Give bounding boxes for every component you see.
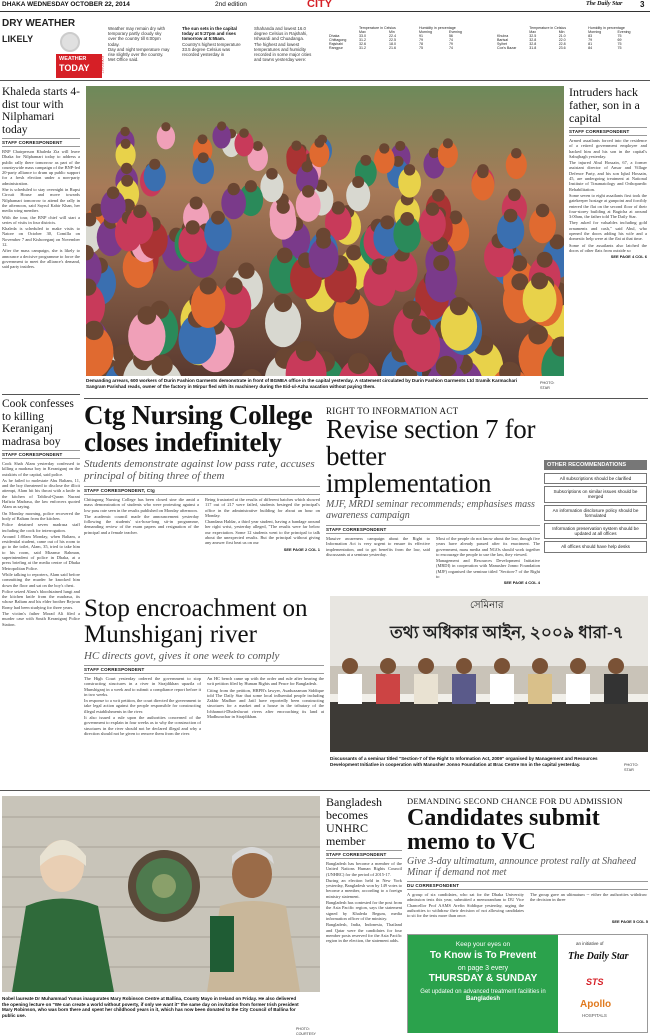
crowd-head xyxy=(372,258,388,274)
crowd-head xyxy=(302,185,314,197)
th-max: Max xyxy=(359,30,366,34)
crowd-head xyxy=(198,134,208,144)
crowd-head xyxy=(137,306,156,325)
crowd-head xyxy=(149,159,160,170)
ad-line5-text: Get updated on advanced treatment facilities in xyxy=(420,989,546,995)
ad-brand-dailystar: The Daily Star xyxy=(568,951,629,962)
weather-cell: 32.8 xyxy=(529,38,537,42)
paragraph: During an election held in New York yesterday, Bangladesh won by 149 votes to become a member, according to a foreign ministry statement. xyxy=(326,877,402,899)
cook-article xyxy=(2,398,80,628)
weather-cell: 31.8 xyxy=(529,46,537,50)
recommendation-item: An information disclosure policy should be formulated xyxy=(544,505,647,521)
ad-line5 xyxy=(408,989,558,1003)
crowd-head xyxy=(443,138,453,148)
crowd-head xyxy=(277,201,290,214)
munshiganj-byline: STAFF CORRESPONDENT xyxy=(84,665,324,674)
du-subhead: Give 3-day ultimatum, announce protest rally at Shaheed Minar if demand not met xyxy=(407,856,637,878)
khaleda-headline: Khaleda starts 4-dist tour with Nilphamari today xyxy=(2,86,80,136)
th-hum: Humidity in percentage xyxy=(418,26,456,30)
rti-article xyxy=(326,406,540,585)
panelist-figure xyxy=(566,674,590,704)
weather-cell: 84 xyxy=(588,46,593,50)
crowd-head xyxy=(107,186,120,199)
crowd-head xyxy=(433,255,449,271)
th-max-r: Max xyxy=(529,30,537,34)
ad-line1: Keep your eyes on xyxy=(455,941,511,948)
crowd-head xyxy=(120,127,129,136)
weather-cell: Barisal xyxy=(497,38,508,42)
weather-text2: Day and night temperature may rise slightly over the country. Met Office said. xyxy=(108,46,170,63)
crowd-head xyxy=(133,205,146,218)
panelist-figure xyxy=(376,674,400,704)
du-headline: Candidates submit memo to VC xyxy=(407,805,600,855)
weather-left-table xyxy=(328,26,478,50)
rti-byline: STAFF CORRESPONDENT xyxy=(326,525,540,534)
du-see-page: SEE PAGE 5 COL 5 xyxy=(611,919,648,925)
weather-cell: 79 xyxy=(588,38,593,42)
weather-cell: Rangpur xyxy=(329,46,343,50)
paragraph: Some seven to eight assailants first took the gatekeeper hostage at gunpoint and forcibly entered the flat on the second floor of their four-storey building at Bagicha at around 3:00am, the father told The Daily Star. xyxy=(569,192,647,220)
weather-cell: 81 xyxy=(588,42,593,46)
ctg-see-page: SEE PAGE 2 COL 1 xyxy=(283,546,320,552)
weather-badge-side: FORECAST xyxy=(100,56,104,74)
crowd-head xyxy=(121,163,132,174)
paragraph: It also issued a rule upon the authorities concerned of the government to explain in four weeks as to why the construction of structures in the river should not be declared illegal and why a direction should not be given to remove them from the river. xyxy=(84,715,201,736)
crowd-head xyxy=(253,141,263,151)
weather-cell: 22.4 xyxy=(388,34,396,38)
yunus-photo-image xyxy=(2,796,320,992)
ctg-subhead: Students demonstrate against low pass rate, accuses principal of biting three of them xyxy=(84,458,315,482)
divider-left-1 xyxy=(2,394,80,395)
crowd-head xyxy=(198,152,209,163)
rti-kicker: RIGHT TO INFORMATION ACT xyxy=(326,406,459,416)
khaleda-body xyxy=(2,149,80,270)
weather-cell: 91 xyxy=(418,34,423,38)
weather-text-2 xyxy=(182,26,244,57)
crowd-head xyxy=(121,139,131,149)
ctg-article xyxy=(84,402,320,552)
crowd-head xyxy=(528,325,548,345)
ctg-headline: Ctg Nursing College closes indefinitely xyxy=(84,400,313,457)
rti-see-page: SEE PAGE 4 COL 4 xyxy=(503,580,540,586)
protest-photo-image xyxy=(86,86,564,376)
munshiganj-subhead: HC directs govt, gives it one week to comply xyxy=(84,650,280,662)
weather-cell: 31.2 xyxy=(359,46,366,50)
crowd-head xyxy=(161,122,170,131)
paragraph: Bangladesh has contested for the post from the Asia Pacific region, says the statement signed by Khaleda Begum, media information officer of the ministry. xyxy=(326,900,402,921)
weather-cell: 23.6 xyxy=(558,46,566,50)
crowd-head xyxy=(314,138,324,148)
paragraph: As he failed to molestate Abu Baltam, 11, and the boy threatened to disclose the illicit attempt, Alam hit his throat with a knife in the kitchen of Tablirul-Quran Nurani Hafizia Madrasa, the law enforcers quoted Alam as saying. xyxy=(2,477,80,510)
paper-name: The Daily Star xyxy=(586,1,623,7)
weather-cell: 74 xyxy=(448,38,453,42)
crowd-head xyxy=(537,252,553,268)
weather-box xyxy=(2,18,648,78)
paragraph: The academic council made the announcement yesterday following the students' six-hour-long sit-in programme, demanding review of the exam papers and resignation of the principal and a female teacher. xyxy=(84,513,199,535)
weather-cell: Cox's Bazar xyxy=(497,46,517,50)
weather-cell: 32.6 xyxy=(359,42,366,46)
weather-table-right xyxy=(496,26,646,50)
paragraph: They asked for valuables including gold ornaments and cash," said Abul, who opened the doors adding his wife and a domestic help were at the flat at that time. xyxy=(569,220,647,242)
paragraph: Chandana Haldar, a third year student, having a bandage around her right wrist, yesterday alleged, "The results were far below our expectation. Some 12 students went to the principal to talk about the unexpected results. But the principal without giving any answer first beat us on our xyxy=(205,519,320,546)
weather-text3: Country's highest temperature 33.5 degree Celsius was recorded yesterday in xyxy=(182,41,241,58)
weather-cell: 79 xyxy=(418,38,423,42)
paragraph: Cook Shah Alam yesterday confessed to killing a madrasa boy in Keraniganj on the outskirts of the capital, said police. xyxy=(2,461,80,477)
crowd-head xyxy=(274,294,292,312)
yunus-credit: PHOTO: COURTESY xyxy=(296,1027,316,1035)
weather-cell: Rajshahi xyxy=(329,42,343,46)
crowd-head xyxy=(227,183,239,195)
paragraph: Armed assailants forced into the residence of a retired government employee and hacked him and his son in the capital's Sabujbagh yesterday. xyxy=(569,138,647,159)
crowd-head xyxy=(332,201,345,214)
paragraph: Police seized Alam's bloodstained lungi and the kitchen knife from the madrasa, its whose Baltam and his elder brother Rejwan Romy had been studying for three years. xyxy=(2,588,80,610)
intruders-body xyxy=(569,138,647,253)
recommendation-item: Subscriptions on similar issues should be merged xyxy=(544,486,647,502)
weather-row xyxy=(328,46,478,50)
paragraph: Around 1:00am Monday, when Baltam, a residential student, came out of his room to go to the toilet, Alam, 35, tried to take him to his room, said Mizanur Rahman, superintendent of police in Dhaka, at a press briefing at the media centre of Dhaka Metropolitan Police. xyxy=(2,533,80,571)
panelist-figure xyxy=(528,674,552,704)
weather-table-left xyxy=(328,26,478,50)
weather-right-table xyxy=(496,26,646,50)
unhrc-body xyxy=(326,861,402,943)
crowd-head xyxy=(531,272,548,289)
weather-cell: 69 xyxy=(617,38,622,42)
weather-sun-icon xyxy=(60,32,80,52)
paragraph: In response to a writ petition, the court directed the government to take legal action against the people responsible for constructing illegal establishments in the river. xyxy=(84,698,201,714)
ad-line2: To Know is To Prevent xyxy=(429,950,537,961)
rti-headline: Revise section 7 for better implementation xyxy=(326,414,536,498)
paragraph: BNP Chairperson Khaleda Zia will leave Dhaka for Nilphamari today to address a public rally there tomorrow as part of the countrywide mass campaign of the BNP-led 20-party alliance to drum up public support for a fresh election under a non-party administration. xyxy=(2,149,80,186)
weather-cell: 33.0 xyxy=(359,34,366,38)
crowd-head xyxy=(211,211,225,225)
protest-credit: PHOTO: STAR xyxy=(540,381,555,391)
weather-cell: 78 xyxy=(418,42,423,46)
paragraph: Police detained seven madrasa staff including the cook for interrogation. xyxy=(2,522,80,533)
crowd-head xyxy=(477,167,489,179)
intruders-headline: Intruders hack father, son in a capital xyxy=(569,85,640,125)
crowd-head xyxy=(239,128,249,138)
intruders-article xyxy=(569,86,647,259)
weather-cell: 74 xyxy=(448,46,453,50)
panelist-head xyxy=(608,658,624,674)
weather-text5: The highest and lowest temperatures and humidity recorded in some major cities and towns yesterday were: xyxy=(254,41,312,63)
crowd-head xyxy=(291,141,301,151)
health-ad xyxy=(407,934,648,1033)
th-evening-r: Evening xyxy=(617,30,631,34)
ad-brand-apollo-sub: HOSPITALS xyxy=(582,1013,607,1018)
weather-cell: 21.6 xyxy=(388,46,396,50)
protest-caption xyxy=(86,378,536,389)
crowd-head xyxy=(296,341,316,361)
paragraph: The High Court yesterday ordered the government to stop constructing structures in a river in Sirajdikhan upazila of Munshiganj in a week and to submit a compliance report before it in two weeks. xyxy=(84,676,201,697)
paragraph: Khaleda is scheduled to make visits to Natore on October 30, Comilla on November 7 and Kishoreganj on November 12. xyxy=(2,226,80,248)
weather-cell: 21.0 xyxy=(558,34,566,38)
ad-line4: THURSDAY & SUNDAY xyxy=(428,973,538,984)
crowd-head xyxy=(536,204,549,217)
crowd-head xyxy=(346,245,362,261)
yunus-photo xyxy=(2,796,320,992)
crowd-head xyxy=(360,155,371,166)
weather-cell: Chittagong xyxy=(329,38,347,42)
weather-cell: 22.8 xyxy=(558,42,566,46)
du-body-col-2 xyxy=(530,892,647,919)
weather-cell: 32.8 xyxy=(529,42,537,46)
du-article xyxy=(407,796,648,924)
panelist-head xyxy=(418,658,434,674)
panelist-figure xyxy=(604,674,628,704)
crowd-head xyxy=(432,189,445,202)
crowd-head xyxy=(316,234,331,249)
crowd-head xyxy=(121,175,133,187)
weather-badge-bottom: TODAY xyxy=(59,63,90,73)
th-temp-r: Temperature in Celsius xyxy=(529,26,567,30)
divider-weather xyxy=(0,80,650,81)
paragraph: Bangladesh has become a member of the United Nations Human Rights Council (UNHRC) for the period of 2015-17. xyxy=(326,861,402,877)
unhrc-headline: Bangladesh becomes UNHRC member xyxy=(326,795,382,848)
paragraph: She is scheduled to stay overnight in Rupsi Circuit House and move towards Nilphamari tomorrow to attend the rally in the afternoon, said Sayrul Kabir Khan, her media wing member. xyxy=(2,187,80,214)
paragraph: Chittagong Nursing College has been closed sine die amid a mass demonstration of students who were protesting against a low pass rate seen in the results published on Monday afternoon. xyxy=(84,497,199,513)
ad-line6: Bangladesh xyxy=(465,996,500,1002)
th-morning: Morning xyxy=(418,30,432,34)
edition-label: 2nd edition xyxy=(215,1,247,8)
rti-body-col-1 xyxy=(326,536,430,580)
khaleda-article xyxy=(2,86,80,271)
crowd-head xyxy=(225,277,242,294)
du-body-col-1 xyxy=(407,892,524,919)
paragraph: An HC bench came up with the order and rule after hearing the writ petition filed by Human Rights and Peace for Bangladesh. xyxy=(207,676,324,687)
crowd-head xyxy=(426,203,439,216)
paragraph: The group gave an ultimatum -- either the authorities withdraw the decision in three xyxy=(530,892,647,903)
weather-cell: 18.0 xyxy=(388,42,396,46)
weather-title: DRY WEATHER xyxy=(2,18,76,29)
paragraph: Some of the assailants also latched the doors of other flats from outside so xyxy=(569,242,647,253)
weather-cell: 75 xyxy=(418,46,423,50)
crowd-head xyxy=(508,188,521,201)
weather-cell: 22.0 xyxy=(558,38,566,42)
section-label: CITY xyxy=(307,0,333,10)
crowd-head xyxy=(395,141,405,151)
du-kicker: DEMANDING SECOND CHANCE FOR DU ADMISSION xyxy=(407,796,623,806)
weather-subtitle: LIKELY xyxy=(2,34,34,44)
yunus-caption xyxy=(2,996,302,1018)
th-min-r: Min xyxy=(558,30,565,34)
paragraph: The injured Abul Hossain, 67, a former assistant director of Ansar and Village Defence Party, and his son Iqbal Hossain, 45, are undergoing treatment at National Institute of Traumatology and Orthopaedic Rehabilitation. xyxy=(569,160,647,192)
th-morning-r: Morning xyxy=(588,30,602,34)
paragraph: Bangladesh, India, Indonesia, Thailand and Qatar were the candidates for four member posts reserved for the Asia Pacific region in the election, the statement adds. xyxy=(326,922,402,944)
paragraph: With the tour, the BNP chief will start a series of visits in four districts. xyxy=(2,214,80,225)
panelist-figure xyxy=(452,674,476,704)
du-byline: DU CORRESPONDENT xyxy=(407,881,648,890)
th-evening: Evening xyxy=(448,30,462,34)
weather-cell: Sylhet xyxy=(497,42,507,46)
dateline: DHAKA WEDNESDAY OCTOBER 22, 2014 xyxy=(2,1,130,8)
ctg-body-col-2 xyxy=(205,497,320,547)
panelist-head xyxy=(456,658,472,674)
paragraph: Being frustrated at the results of different batches which showed 117 out of 217 were failed, students besieged the principal's office in the administrative building for about an hour on Monday. xyxy=(205,497,320,518)
intruders-see-page: SEE PAGE 4 COL 6 xyxy=(610,254,647,260)
crowd-head xyxy=(404,164,415,175)
protest-photo xyxy=(86,86,564,376)
panelist-figure xyxy=(490,674,514,704)
crowd-head xyxy=(450,297,468,315)
munshiganj-body-col-2 xyxy=(207,676,324,737)
weather-cell: 31.2 xyxy=(359,38,366,42)
masthead xyxy=(0,0,650,12)
khaleda-byline: STAFF CORRESPONDENT xyxy=(2,138,80,147)
weather-text-1 xyxy=(108,26,170,62)
paragraph: A group of six candidates, who sat for the Dhaka University admission tests this year, submitted a memorandum to DU Vice Chancellor Prof AAMS Arefin Siddique yesterday, urging the authorities to withdraw their decision of not allowing candidates to sit for the tests more than once. xyxy=(407,892,524,919)
panelist-figure xyxy=(414,674,438,704)
cook-headline: Cook confesses to killing Keraniganj madrasa boy xyxy=(2,398,74,448)
divider-lower xyxy=(0,790,650,791)
ctg-byline: STAFF CORRESPONDENT, Ctg xyxy=(84,486,320,495)
weather-cell: Khulna xyxy=(497,34,509,38)
weather-cell: 83 xyxy=(588,34,593,38)
munshiganj-body-col-1 xyxy=(84,676,201,737)
th-temp: Temperature in Celsius xyxy=(359,26,396,30)
weather-cell: Dhaka xyxy=(329,34,340,38)
weather-badge-top: WEATHER xyxy=(59,56,87,62)
panelist-head xyxy=(494,658,510,674)
seminar-photo xyxy=(330,596,648,752)
recommendations-box xyxy=(544,460,647,555)
seminar-banner-label: সেমিনার xyxy=(470,600,504,611)
crowd-head xyxy=(429,148,440,159)
rti-subhead: MJF, MRDI seminar recommends; emphasises mass awareness campaign xyxy=(326,499,535,521)
crowd-head xyxy=(152,355,173,376)
crowd-head xyxy=(245,180,257,192)
crowd-head xyxy=(302,161,313,172)
crowd-head xyxy=(200,277,217,294)
th-min: Min xyxy=(388,30,395,34)
seminar-caption xyxy=(330,756,618,767)
recommendations-list xyxy=(544,473,647,553)
panelist-figure xyxy=(338,674,362,704)
ctg-body-col-1 xyxy=(84,497,199,547)
recommendation-item: Information preservation system should be updated at all offices xyxy=(544,523,647,539)
crowd-head xyxy=(504,209,518,223)
weather-cell: 32.5 xyxy=(529,34,537,38)
recommendation-item: All subscriptions should be clarified xyxy=(544,473,647,484)
page-number: 3 xyxy=(640,0,645,9)
weather-row xyxy=(496,46,646,50)
crowd-head xyxy=(190,196,203,209)
seminar-credit: PHOTO: STAR xyxy=(624,763,639,773)
weather-cell: 79 xyxy=(448,42,453,46)
panelist-head xyxy=(342,658,358,674)
paragraph: While talking to reporters, Alam said before committing the murder he knocked him down the floor and sat on the boy's chest. xyxy=(2,571,80,588)
crowd-head xyxy=(400,212,414,226)
seminar-caption-text: Discussants of a seminar titled "Section-7 of the Right to Information Act, 2009" organised by Management and Resources Development Initiative in cooperation with Manusher Jonno Foundation at Brac Centre Inn in the capital yesterday. xyxy=(330,756,598,767)
weather-cell: 75 xyxy=(617,46,622,50)
unhrc-article xyxy=(326,796,402,944)
protest-caption-text: Demanding arrears, 600 workers of Durin Fashion Garments demonstrate in front of BGMEA office in the capital yesterday. A statement circulated by Durin Fashion Garments Ltd Sramik Karmachari Sangram Parishad reads, owner of the factory in Mirpur fled with its machinery during the Eid-ul-Azha vacation without paying them. xyxy=(86,378,518,389)
paragraph: Citing from the petition, HRPB's lawyer, Asaduzzaman Siddique told The Daily Star that some local influential people including Zakhir Madhav and Jatil have reportedly been constructing structures for a market and a house in the tributary of the Ichhamoti-Dhaleshwari rivers after encroaching its land at Madhurachar in Sirajdikhan. xyxy=(207,687,324,720)
weather-cell: 75 xyxy=(617,34,622,38)
crowd-head xyxy=(379,143,389,153)
rti-body-col-2 xyxy=(436,536,540,580)
crowd-head xyxy=(266,168,278,180)
weather-cell: 56 xyxy=(448,34,453,38)
crowd-head xyxy=(511,148,522,159)
panelist-head xyxy=(532,658,548,674)
paragraph: The victim's father Morad Ali filed a murder case with South Keraniganj Police Station. xyxy=(2,611,80,627)
paragraph: After the mass campaign, she is likely to announce a decisive programme to force the government to meet the alliance's demand, said party insiders. xyxy=(2,248,80,270)
divider-mid xyxy=(84,398,648,399)
panelist-head xyxy=(570,658,586,674)
crowd-head xyxy=(380,215,394,229)
crowd-head xyxy=(348,353,369,374)
crowd-head xyxy=(352,176,364,188)
ad-brand-sts: STS xyxy=(586,977,604,987)
crowd-head xyxy=(436,356,457,376)
paragraph: Most of the people do not know about the law, though five years have already passed after its enactment. The government, mass media and NGOs should work together to encourage the people to use the law, they viewed. xyxy=(436,536,540,557)
recommendation-item: All offices should have help desks xyxy=(544,541,647,552)
munshiganj-headline: Stop encroachment on Munshiganj river xyxy=(84,595,308,648)
paragraph: On Monday morning, police recovered the body of Baltam from the kitchen. xyxy=(2,510,80,521)
yunus-caption-text: Nobel laureate Dr Muhammad Yunus inaugurates Mary Robinson Centre at Ballina, County Mayo in Ireland on Friday. He also delivered the opening lecture on "We can create a world without poverty, if only we want it" the same day on invitation from former Irish president Mary Robinson, who was born there and spent her childhood years in it, which has now been donated to the City Council of Ballina for public use. xyxy=(2,996,299,1018)
ad-green-panel xyxy=(408,935,558,1033)
weather-text4: Shahanda and lowest 16.0 degree Celsius in Rajshahi, Ishwardi and Chuadanga. xyxy=(254,26,308,42)
seminar-banner-text: তথ্য অধিকার আইন, ২০০৯ ধারা-৭ xyxy=(390,623,624,642)
weather-cell: 75 xyxy=(617,42,622,46)
crowd-head xyxy=(238,262,254,278)
th-hum-r: Humidity in percentage xyxy=(588,26,625,30)
crowd-head xyxy=(411,316,430,335)
ad-line3: on page 3 every xyxy=(457,965,509,972)
crowd-head xyxy=(186,220,200,234)
paragraph: Management and Resources Development Initiative (MRDI) in cooperation with Manusher Jonno Foundation (MJF) organised the seminar titled "Section-7 of the Right to xyxy=(436,558,540,580)
panelist-head xyxy=(380,658,396,674)
weather-badge xyxy=(56,54,102,78)
munshiganj-article xyxy=(84,596,324,737)
paragraph: Massive awareness campaign about the Right to Information Act is very urgent to ensure its effective implementation, and to get benefits from the law, said discussants at a seminar yesterday. xyxy=(326,536,430,557)
weather-text1: Weather may remain dry with temporary partly cloudy sky over the country till 6:00pm today. xyxy=(108,26,166,47)
weather-cell: 22.5 xyxy=(388,38,396,42)
weather-text-3 xyxy=(254,26,318,62)
cook-byline: STAFF CORRESPONDENT xyxy=(2,450,80,459)
crowd-head xyxy=(217,121,226,130)
recommendations-title: OTHER RECOMMENDATIONS xyxy=(544,460,647,470)
weather-sun-times: The sun sets in the capital today at 5:27pm and rises tomorrow at 5:55am. xyxy=(182,26,237,42)
cook-body xyxy=(2,461,80,627)
ad-initiative: an initiative of xyxy=(576,941,604,946)
intruders-byline: STAFF CORRESPONDENT xyxy=(569,127,647,136)
unhrc-byline: STAFF CORRESPONDENT xyxy=(326,850,402,859)
crowd-head xyxy=(277,248,293,264)
ad-brand-apollo: Apollo xyxy=(580,999,612,1010)
